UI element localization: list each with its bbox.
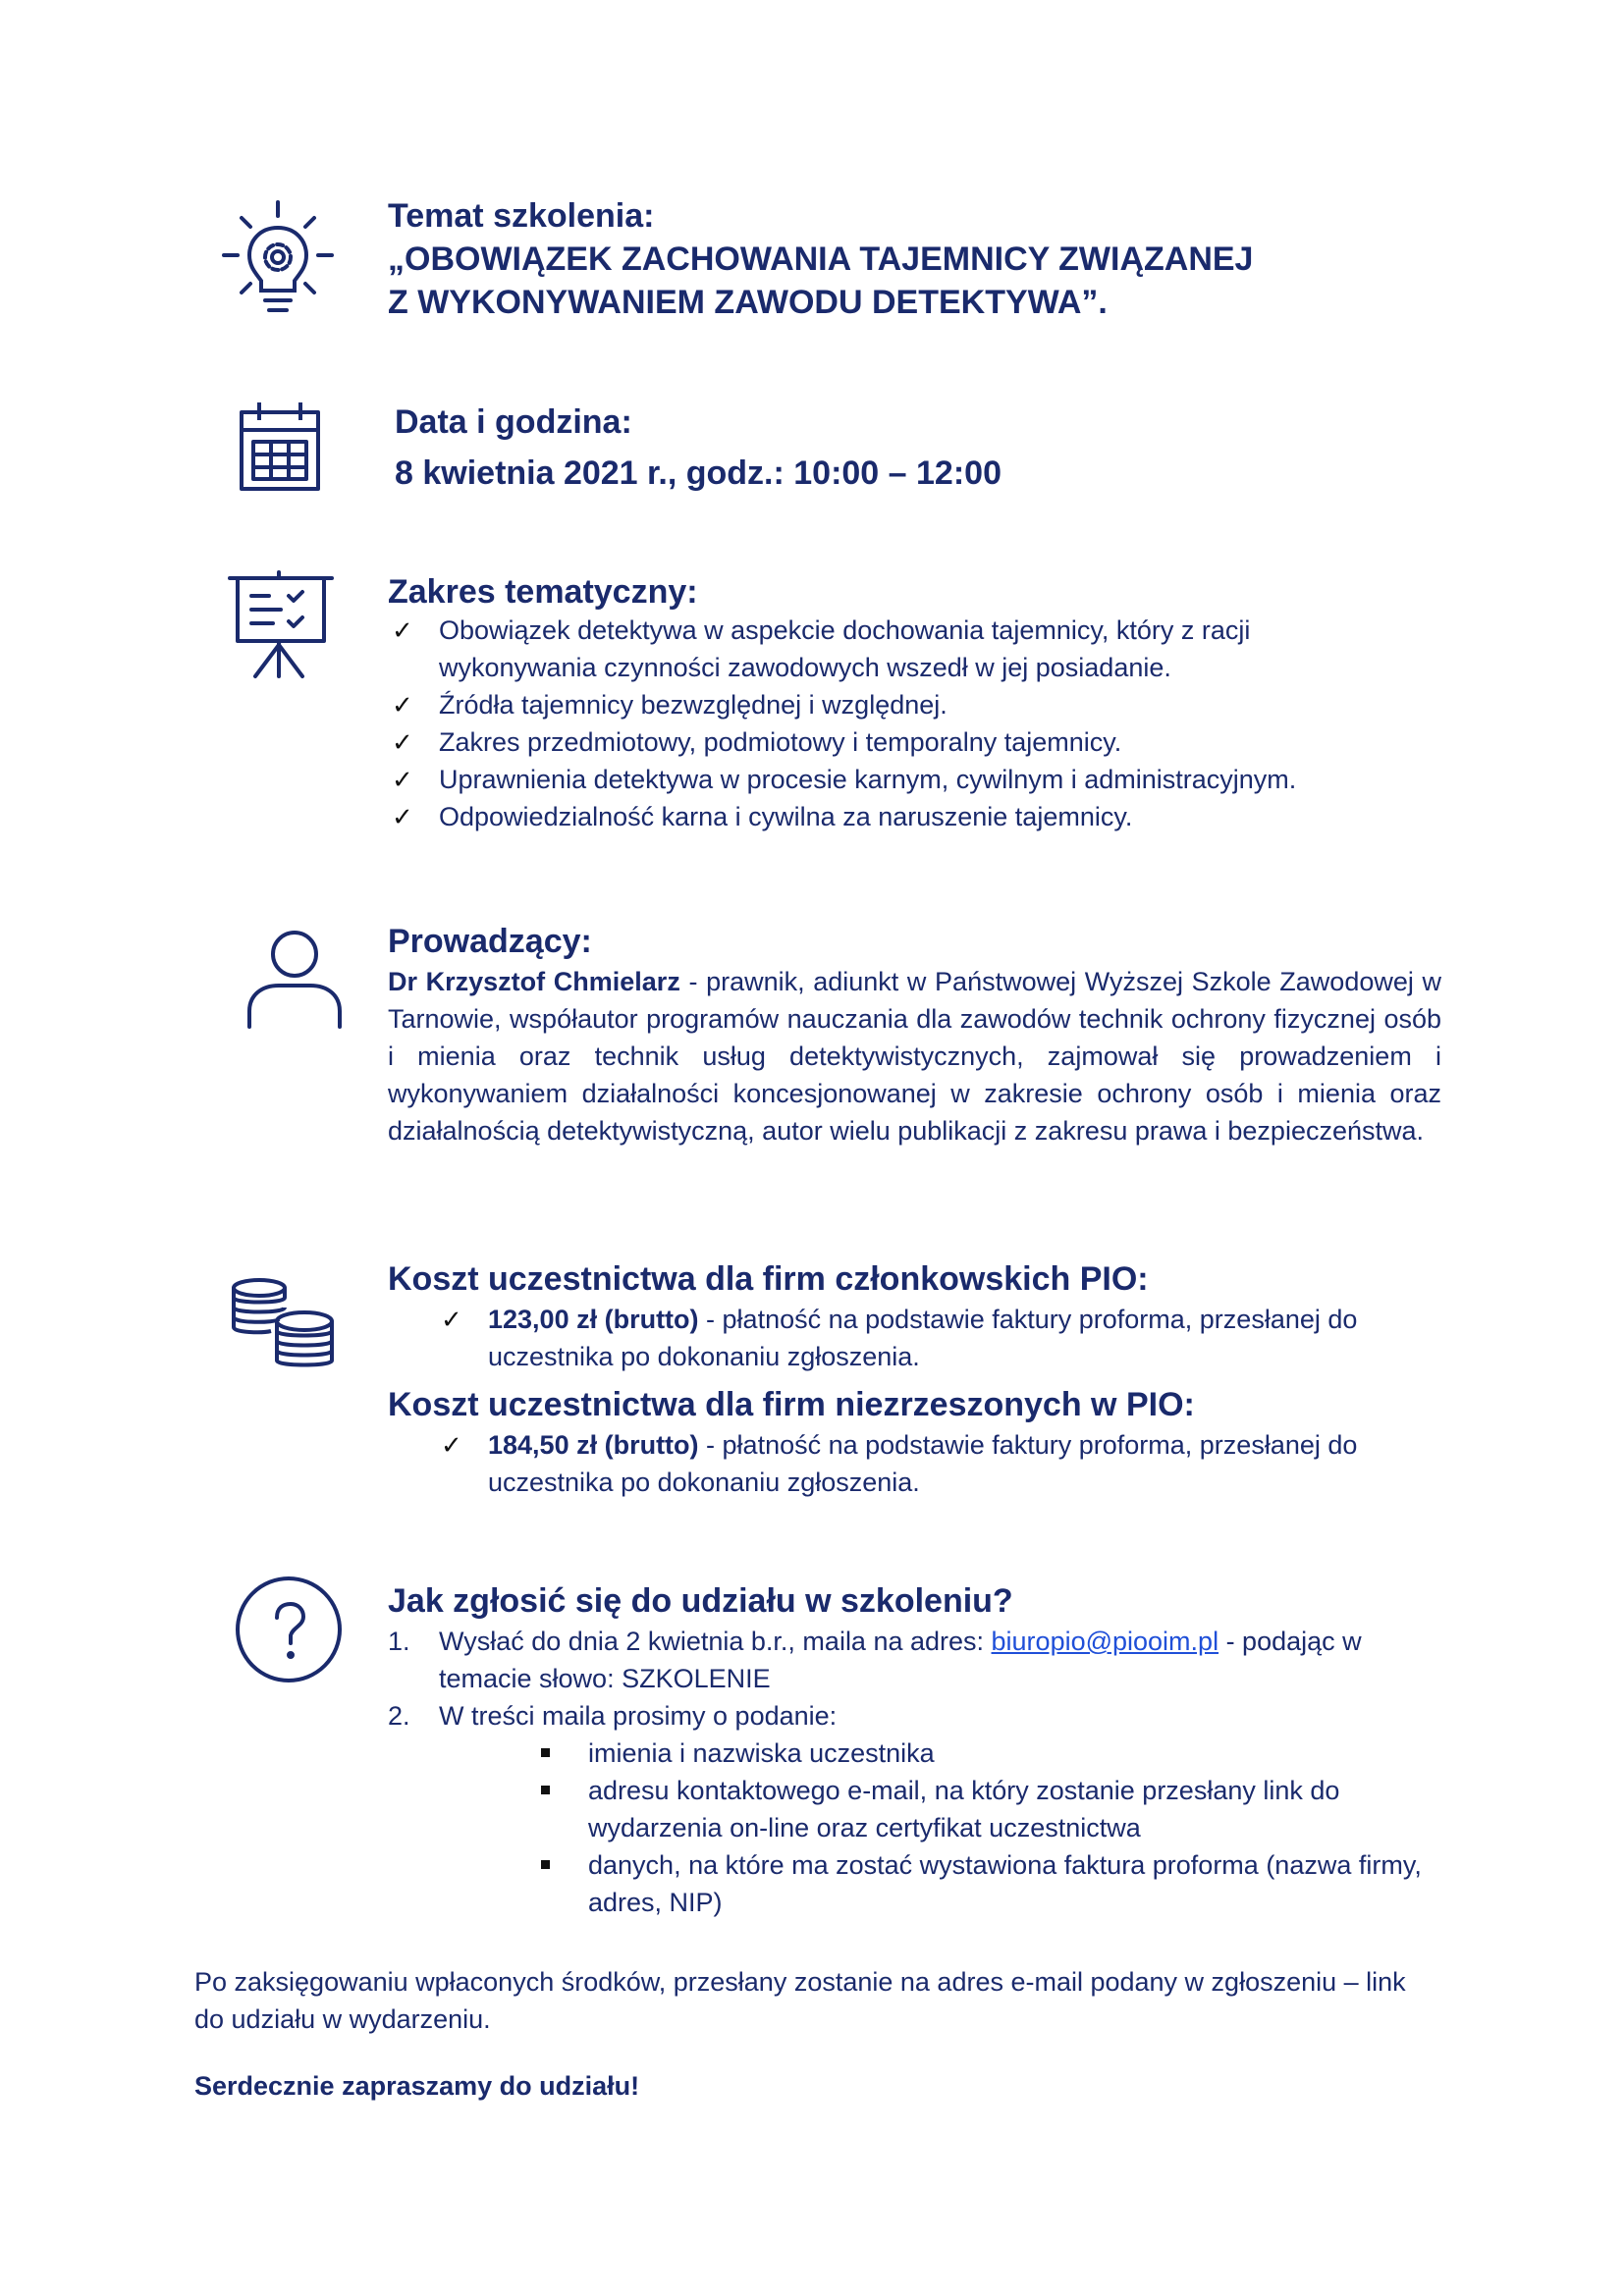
email-link[interactable]: biuropio@piooim.pl (991, 1627, 1219, 1656)
cost-members-label: Koszt uczestnictwa dla firm członkowskich PIO: (388, 1260, 1149, 1298)
cost-others-list (388, 1426, 1468, 1501)
footer-note: Po zaksięgowaniu wpłaconych środków, przesłany zostanie na adres e-mail podany w zgłoszeniu – link do udziału w wydarzeniu. (194, 1967, 1406, 2034)
cost-others-label: Koszt uczestnictwa dla firm niezrzeszonych w PIO: (388, 1386, 1195, 1423)
topic-label: Temat szkolenia: (388, 197, 655, 235)
signup-step: 2. W treści maila prosimy o podanie: (388, 1697, 1468, 1735)
check-icon: ✓ (392, 615, 413, 645)
signup-section (388, 1579, 1468, 1921)
scope-item: ✓ Odpowiedzialność karna i cywilna za naruszenie tajemnicy. (388, 798, 1468, 835)
scope-item: ✓ Uprawnienia detektywa w procesie karnym, cywilnym i administracyjnym. (388, 761, 1468, 798)
footer-invite: Serdecznie zapraszamy do udziału! (194, 2071, 640, 2101)
coins-icon (224, 1274, 342, 1372)
cost-members-item (437, 1301, 1450, 1375)
step-number: 2. (388, 1701, 410, 1731)
signup-details-list (388, 1735, 1468, 1921)
cost-members-list (388, 1301, 1468, 1375)
cost-others-price: 184,50 zł (brutto) (488, 1430, 699, 1460)
cost-members-price: 123,00 zł (brutto) (488, 1305, 699, 1334)
trainer-label: Prowadzący: (388, 923, 592, 960)
cost-others-item (437, 1426, 1450, 1501)
scope-section (388, 570, 1468, 835)
scope-list (388, 612, 1468, 835)
person-icon (240, 925, 348, 1033)
step-number: 1. (388, 1627, 410, 1656)
cost-members-desc: - płatność na podstawie faktury proforma, przesłanej do uczestnika po dokonaniu zgłoszenia. (488, 1305, 1358, 1371)
check-icon: ✓ (392, 727, 413, 757)
list-item: adresu kontaktowego e-mail, na który zostanie przesłany link do wydarzenia on-line oraz certyfikat uczestnictwa (537, 1772, 1393, 1846)
scope-item: ✓ Źródła tajemnicy bezwzględnej i względnej. (388, 686, 1468, 723)
date-value: 8 kwietnia 2021 r., godz.: 10:00 – 12:00 (395, 454, 1001, 492)
date-label: Data i godzina: (395, 403, 632, 441)
check-icon: ✓ (392, 765, 413, 794)
square-bullet-icon (541, 1860, 550, 1869)
calendar-icon (218, 395, 336, 503)
topic-title-line-2: Z WYKONYWANIEM ZAWODU DETEKTYWA”. (388, 284, 1108, 321)
square-bullet-icon (541, 1786, 550, 1794)
trainer-section (388, 920, 1441, 1149)
presentation-board-icon (222, 566, 340, 684)
scope-label: Zakres tematyczny: (388, 573, 698, 611)
topic-title-line-1: „OBOWIĄZEK ZACHOWANIA TAJEMNICY ZWIĄZANEJ (388, 240, 1254, 278)
check-icon: ✓ (392, 690, 413, 720)
cost-others-desc: - płatność na podstawie faktury proforma, przesłanej do uczestnika po dokonaniu zgłoszenia. (488, 1430, 1358, 1497)
trainer-bio (388, 963, 1441, 1149)
signup-step: 1. Wysłać do dnia 2 kwietnia b.r., maila na adres: biuropio@piooim.pl - podając w temacie słowo: SZKOLENIE (388, 1623, 1421, 1697)
trainer-name: Dr Krzysztof Chmielarz (388, 967, 680, 996)
scope-item: ✓ Obowiązek detektywa w aspekcie dochowania tajemnicy, który z racji wykonywania czynności zawodowych wszedł w jej posiadanie. (388, 612, 1323, 686)
check-icon: ✓ (392, 802, 413, 831)
signup-steps (388, 1623, 1468, 1735)
question-circle-icon (232, 1573, 346, 1686)
list-item: danych, na które ma zostać wystawiona faktura proforma (nazwa firmy, adres, NIP) (537, 1846, 1433, 1921)
square-bullet-icon (541, 1748, 550, 1757)
scope-item: ✓ Zakres przedmiotowy, podmiotowy i temporalny tajemnicy. (388, 723, 1468, 761)
cost-section (388, 1257, 1468, 1501)
trainer-description: - prawnik, adiunkt w Państwowej Wyższej Szkole Zawodowej w Tarnowie, współautor programów nauczania dla zawodów technik ochrony fizycznej osób i mienia oraz technik usług detektywistycznych, zajmował się prowadzeniem i wykonywaniem działalności koncesjonowanej w zakresie ochrony osób i mienia oraz działalnością detektywistyczną, autor wielu publikacji z zakresu prawa i bezpieczeństwa. (388, 967, 1441, 1146)
list-item: imienia i nazwiska uczestnika (537, 1735, 1468, 1772)
check-icon: ✓ (441, 1305, 462, 1334)
date-section (395, 400, 1475, 495)
lightbulb-gear-icon (214, 196, 342, 324)
signup-label: Jak zgłosić się do udziału w szkoleniu? (388, 1582, 1013, 1620)
topic-section (388, 194, 1468, 324)
check-icon: ✓ (441, 1430, 462, 1460)
